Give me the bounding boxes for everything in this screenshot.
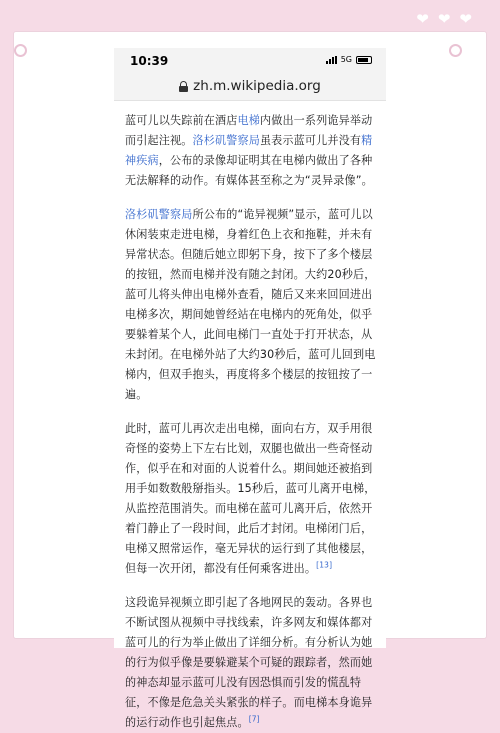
decorative-hearts — [416, 12, 472, 27]
paragraph-2 — [125, 205, 377, 405]
link-lapd[interactable]: 洛杉矶警察局 — [192, 134, 260, 147]
text: 所公布的“诡异视频”显示，蓝可儿以休闲装束走进电梯，身着红色上衣和拖鞋，并未有异常状态。但随后她立即躬下身，按下了多个楼层的按钮，然而电梯并没有随之封闭。大约20秒后，蓝可儿将头伸出电梯外查看，随后又来来回回进出电梯多次，期间她曾经站在电梯内的死角处，似乎要躲着某个人，此间电梯门一直处于打开状态，从未封闭。在电梯外站了大约30秒后，蓝可儿回到电梯内，但双手抱头，再度将多个楼层的按钮按了一遍。 — [125, 208, 376, 401]
status-time: 10:39 — [130, 54, 169, 68]
heart-icon: ❤ — [459, 10, 472, 28]
decorative-ring — [14, 44, 27, 57]
text: 此时，蓝可儿再次走出电梯，面向右方，双手用很奇怪的姿势上下左右比划，双腿也做出一些奇怪动作，似乎在和对面的人说着什么。期间她还被掐到用手如数数般掰指头。15秒后，蓝可儿离开电梯，从监控范围消失。而电梯在蓝可儿离开后，依然开着门静止了一段时间，此后才封闭。电梯闭门后，电梯又照常运作，毫无异状的运行到了其他楼层，但每一次开闭，都没有任何乘客进出。 — [125, 422, 376, 575]
link-elevator[interactable]: 电梯 — [237, 114, 260, 127]
text: 虽表示蓝可儿并没有 — [259, 134, 362, 147]
heart-icon: ❤ — [416, 10, 429, 28]
battery-icon — [356, 56, 372, 64]
paragraph-1 — [125, 111, 377, 191]
decorative-ring — [449, 44, 462, 57]
status-indicators — [326, 55, 372, 64]
phone-screenshot — [114, 48, 386, 729]
paragraph-3 — [125, 419, 377, 579]
text: 蓝可儿以失踪前在酒店 — [125, 114, 238, 127]
reference-link[interactable]: [13] — [316, 560, 333, 570]
address-bar[interactable] — [114, 72, 386, 101]
signal-icon — [326, 56, 337, 64]
url-text: zh.m.wikipedia.org — [193, 78, 321, 94]
text: ，公布的录像却证明其在电梯内做出了各种无法解释的动作。有媒体甚至称之为“灵异录像”。 — [125, 154, 373, 187]
paragraph-4 — [125, 593, 377, 733]
lock-icon — [179, 81, 188, 92]
network-type: 5G — [340, 55, 352, 64]
status-bar — [114, 48, 386, 72]
link-lapd[interactable]: 洛杉矶警察局 — [125, 208, 193, 221]
text: 内做出一系列诡异举动而引起注视。 — [125, 114, 373, 147]
heart-icon: ❤ — [437, 10, 451, 28]
reference-link[interactable]: [7] — [248, 714, 260, 724]
link-mental-illness[interactable]: 精神疾病 — [125, 134, 373, 167]
article-content — [114, 101, 386, 733]
text: 这段诡异视频立即引起了各地网民的轰动。各界也不断试图从视频中寻找线索，许多网友和媒体都对蓝可儿的行为举止做出了详细分析。有分析认为她的行为似乎像是要躲避某个可疑的跟踪者，然而她的神态却显示蓝可儿没有因恐惧而引发的慌乱特征，不像是危急关头紧张的样子。而电梯本身诡异的运行动作也引起焦点。 — [125, 596, 373, 729]
